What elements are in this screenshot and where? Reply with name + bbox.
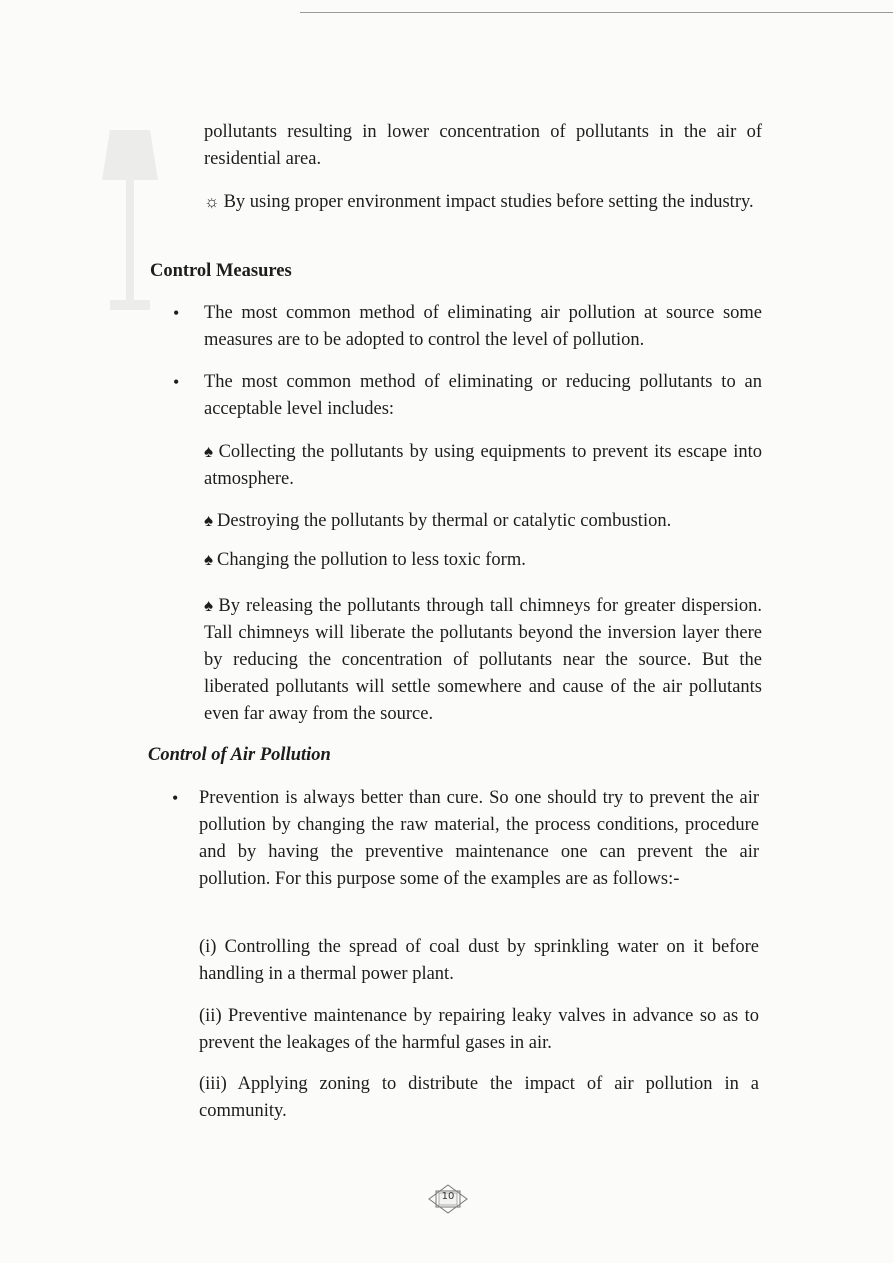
sun-icon: ☼ [204, 192, 220, 211]
page-number-badge [428, 1184, 468, 1214]
example-zoning: (iii) Applying zoning to distribute the impact of air pollution in a community. [199, 1074, 759, 1121]
spade-icon: ♠ [204, 596, 215, 615]
heading-control-of-air-pollution: Control of Air Pollution [148, 745, 331, 765]
paragraph-impact-studies [204, 188, 762, 216]
sub-item-releasing: ♠ By releasing the pollutants through tall chimneys for greater dispersion. Tall chimneys will liberate the pollutants beyond the inversion layer there by reducing the concentration of pollutants near the source. But the liberated pollutants will settle somewhere and cause of the air pollutants even far away from the source. [204, 596, 763, 724]
sub-item-destroying: ♠ Destroying the pollutants by thermal or catalytic combustion. [204, 511, 672, 531]
spade-icon: ♠ [204, 511, 214, 530]
sub-item-collecting: ♠ Collecting the pollutants by using equipments to prevent its escape into atmosphere. [204, 442, 762, 489]
spade-icon: ♠ [204, 550, 214, 569]
bullet-icon: • [172, 788, 179, 808]
sub-item-changing: ♠ Changing the pollution to less toxic form. [204, 550, 526, 570]
bullet-control-1: The most common method of eliminating air pollution at source some measures are to be adopted to control the level of pollution. [204, 303, 762, 350]
bullet-icon: • [173, 303, 180, 323]
spade-icon: ♠ [204, 442, 215, 461]
heading-control-measures: Control Measures [150, 261, 292, 281]
example-preventive-maintenance: (ii) Preventive maintenance by repairing leaky valves in advance so as to prevent the leakages of the harmful gases in air. [199, 1006, 759, 1053]
page-number: 10 [441, 1191, 455, 1202]
lamp-watermark-icon [100, 120, 160, 320]
bullet-control-2: The most common method of eliminating or reducing pollutants to an acceptable level includes: [204, 372, 762, 419]
header-rule [300, 12, 893, 13]
paragraph-impact-studies-text: By using proper environment impact studies before setting the industry. [223, 192, 754, 212]
paragraph-continuation: pollutants resulting in lower concentration of pollutants in the air of residential area. [204, 122, 762, 169]
bullet-prevention: Prevention is always better than cure. So one should try to prevent the air pollution by changing the raw material, the process conditions, procedure and by having the preventive maintenance one can prevent the air pollution. For this purpose some of the examples are as follows:- [199, 788, 759, 889]
example-coal-dust: (i) Controlling the spread of coal dust by sprinkling water on it before handling in a thermal power plant. [199, 937, 759, 984]
bullet-icon: • [173, 372, 180, 392]
